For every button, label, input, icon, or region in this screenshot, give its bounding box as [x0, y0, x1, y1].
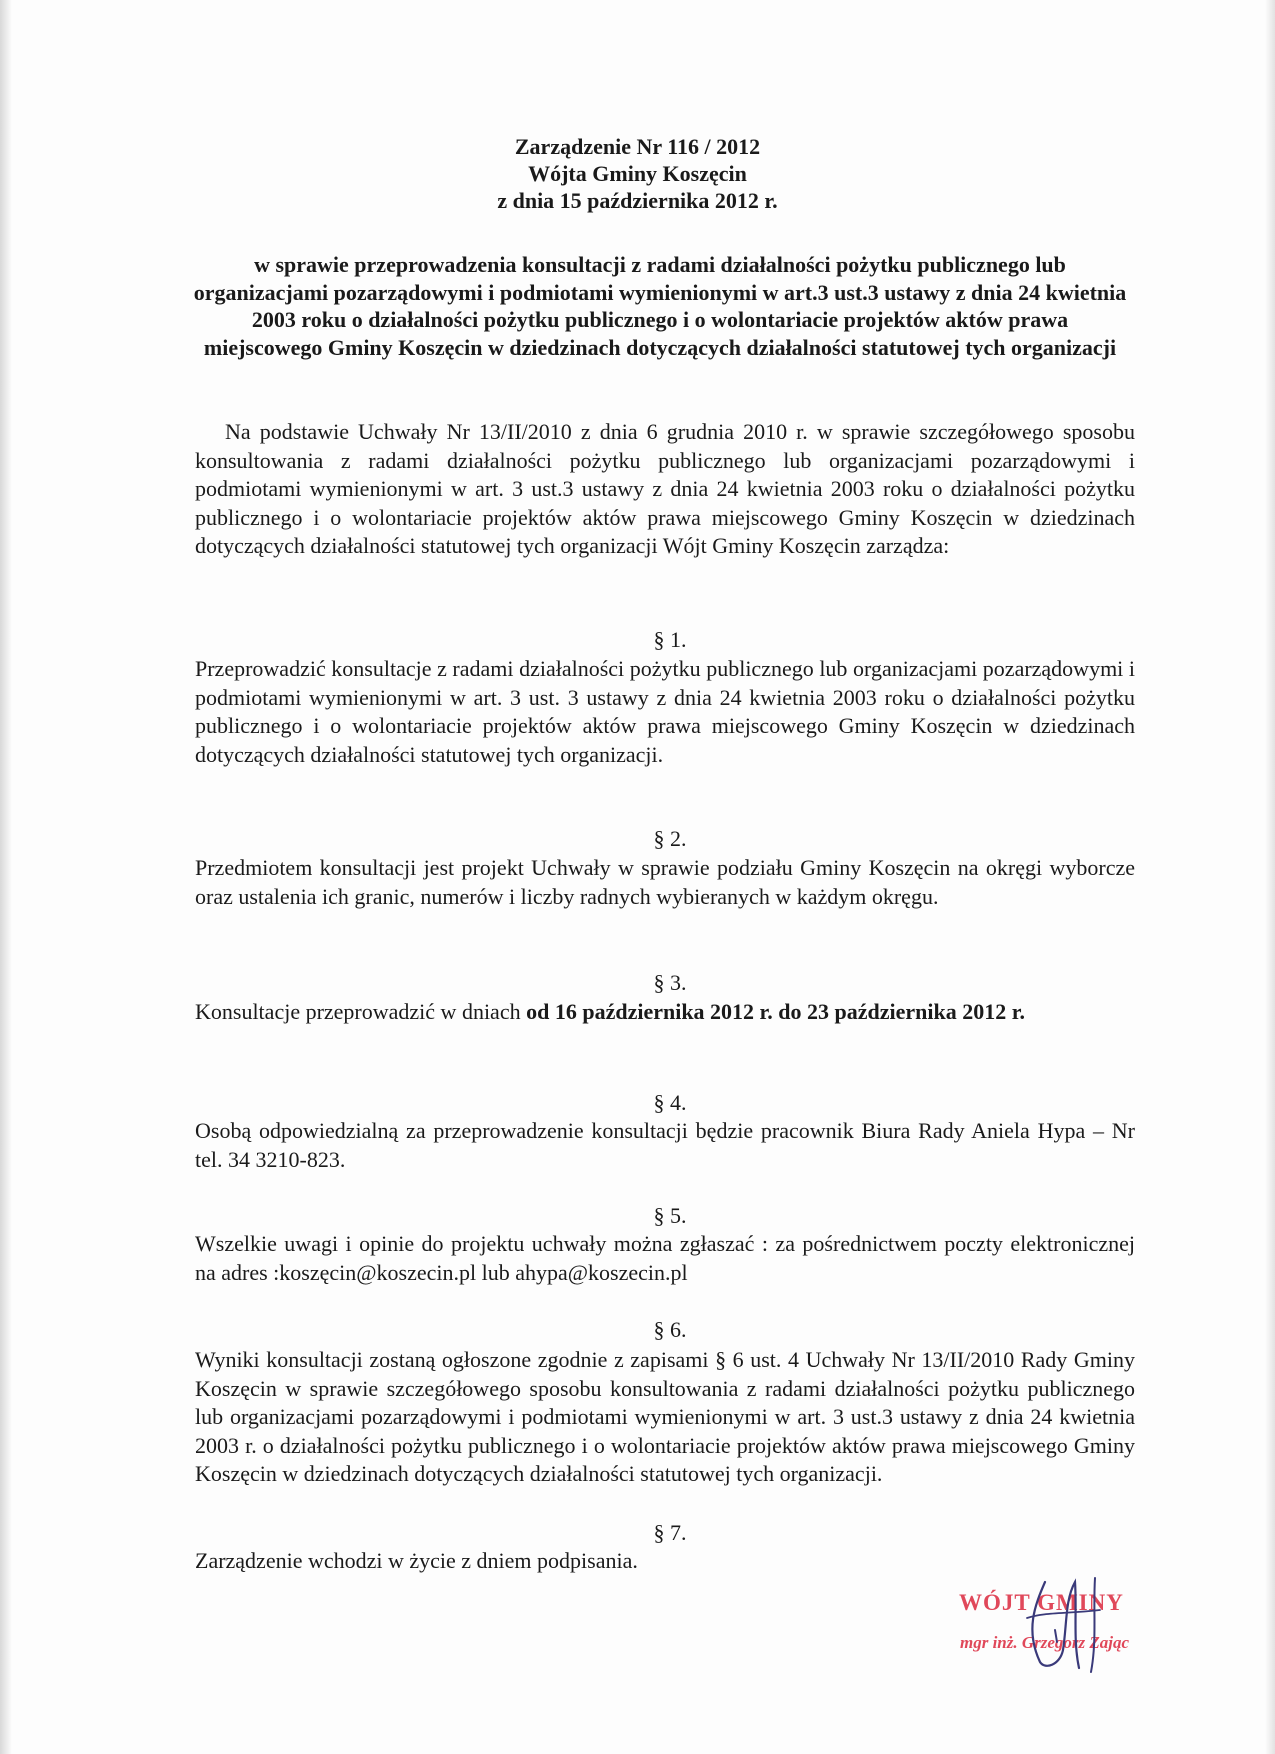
- document-subject: w sprawie przeprowadzenia konsultacji z radami działalności pożytku publicznego lub organizacjami pozarządowymi i podmiotami wymienionymi w art.3 ust.3 ustawy z dnia 24 kwietnia 2003 roku o działalności pożytku publicznego i o wolontariacie projektów aktów prawa miejscowego Gminy Koszęcin w dziedzinach dotyczących działalności statutowej tych organizacji: [193, 252, 1127, 360]
- section-2-text: Przedmiotem konsultacji jest projekt Uchwały w sprawie podziału Gminy Koszęcin na okręgi wyborcze oraz ustalenia ich granic, numerów i liczby radnych wybieranych w każdym okręgu.: [195, 855, 1135, 909]
- section-1-mark: § 1.: [653, 627, 687, 652]
- section-5-text: Wszelkie uwagi i opinie do projektu uchwały można zgłaszać : za pośrednictwem poczty elektronicznej na adres :koszęcin@koszecin.pl lub ahypa@koszecin.pl: [195, 1231, 1135, 1285]
- official-stamp: [945, 1570, 1190, 1680]
- scan-edge-right: [1265, 0, 1275, 1754]
- section-3-text-lead: Konsultacje przeprowadzić w dniach: [195, 999, 527, 1024]
- header-date: z dnia 15 października 2012 r.: [497, 188, 778, 213]
- section-3-date-range: od 16 października 2012 r. do 23 października 2012 r.: [526, 999, 1026, 1024]
- section-4-mark: § 4.: [653, 1090, 687, 1115]
- section-1-text: Przeprowadzić konsultacje z radami działalności pożytku publicznego lub organizacjami pozarządowymi i podmiotami wymienionymi w art. 3 ust. 3 ustawy z dnia 24 kwietnia 2003 roku o działalności pożytku publicznego i o wolontariacie projektów aktów prawa miejscowego Gminy Koszęcin w dziedzinach dotyczących działalności statutowej tych organizacji.: [195, 656, 1135, 767]
- handwritten-signature: [1005, 1570, 1125, 1680]
- stamp-name: mgr inż. Grzegorz Zając: [960, 1633, 1130, 1652]
- section-3-text: [195, 998, 1135, 1027]
- header-title: Zarządzenie Nr 116 / 2012: [514, 134, 761, 159]
- intro-paragraph: Na podstawie Uchwały Nr 13/II/2010 z dnia 6 grudnia 2010 r. w sprawie szczegółowego sposobu konsultowania z radami działalności pożytku publicznego lub organizacjami pozarządowymi i podmiotami wymienionymi w art. 3 ust.3 ustawy z dnia 24 kwietnia 2003 roku o działalności pożytku publicznego i o wolontariacie projektów aktów prawa miejscowego Gminy Koszęcin w dziedzinach dotyczących działalności statutowej tych organizacji Wójt Gminy Koszęcin zarządza:: [195, 419, 1135, 558]
- section-2-mark: § 2.: [653, 826, 687, 851]
- section-4-text: Osobą odpowiedzialną za przeprowadzenie konsultacji będzie pracownik Biura Rady Aniela Hypa – Nr tel. 34 3210-823.: [195, 1118, 1135, 1172]
- section-5-mark: § 5.: [653, 1203, 687, 1228]
- section-3-mark: § 3.: [653, 970, 687, 995]
- header-issuer: Wójta Gminy Koszęcin: [528, 161, 747, 186]
- section-7-text: Zarządzenie wchodzi w życie z dniem podpisania.: [195, 1548, 638, 1573]
- scan-edge-left: [0, 0, 12, 1754]
- stamp-title: WÓJT GMINY: [959, 1590, 1124, 1615]
- document-header: [0, 133, 1275, 214]
- section-6-mark: § 6.: [653, 1317, 687, 1342]
- section-7-mark: § 7.: [653, 1520, 687, 1545]
- section-6-text: Wyniki konsultacji zostaną ogłoszone zgodnie z zapisami § 6 ust. 4 Uchwały Nr 13/II/2010 Rady Gminy Koszęcin w sprawie szczegółowego sposobu konsultowania z radami działalności pożytku publicznego lub organizacjami pozarządowymi i podmiotami wymienionymi w art. 3 ust.3 ustawy z dnia 24 kwietnia 2003 r. o działalności pożytku publicznego i o wolontariacie projektów aktów prawa miejscowego Gminy Koszęcin w dziedzinach dotyczących działalności statutowej tych organizacji.: [195, 1347, 1135, 1486]
